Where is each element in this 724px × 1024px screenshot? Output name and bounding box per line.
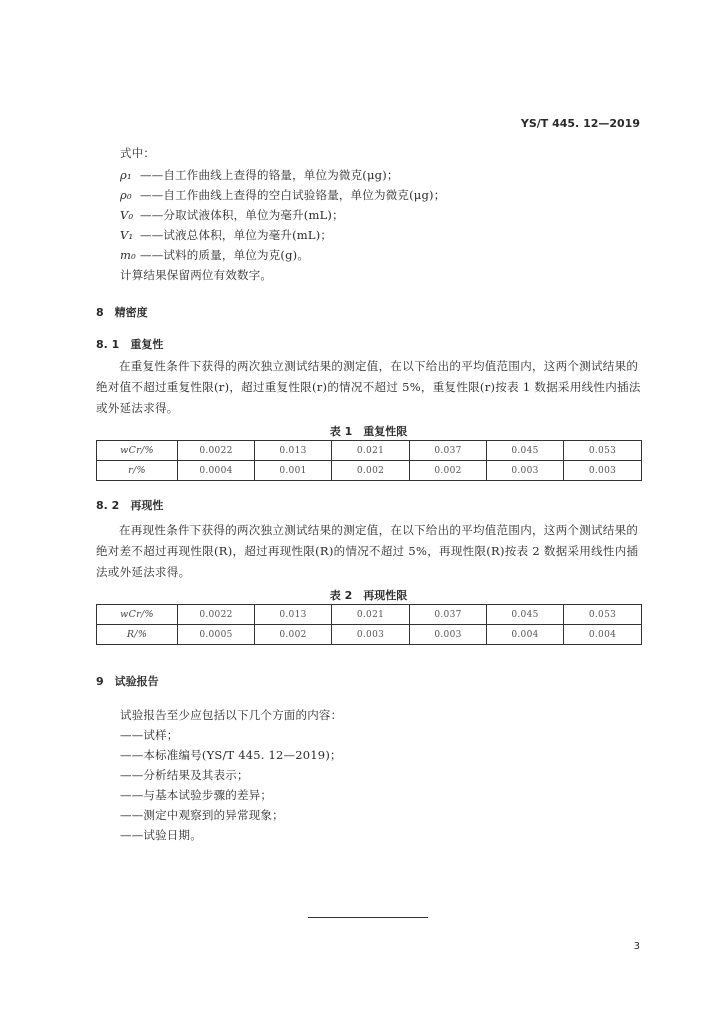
table-cell: 0.003	[487, 461, 564, 481]
row-label: R/%	[97, 625, 178, 645]
table-row	[97, 441, 642, 461]
table-cell: 0.013	[255, 441, 332, 461]
table-cell: 0.004	[564, 625, 642, 645]
variable-symbol: ρ₁	[120, 168, 132, 182]
variable-symbol: m₀	[120, 248, 136, 262]
variable-line	[120, 207, 344, 223]
table-caption: 表 2 再现性限	[329, 589, 408, 602]
table-cell: 0.0022	[178, 441, 255, 461]
variable-desc: ——试料的质量，单位为克(g)。	[140, 248, 310, 262]
variable-desc: ——分取试液体积，单位为毫升(mL)；	[140, 208, 344, 222]
table-cell: 0.053	[564, 441, 642, 461]
reproducibility-table	[96, 604, 642, 645]
table-cell: 0.003	[332, 625, 410, 645]
row-label: wCr/%	[97, 441, 178, 461]
table-cell: 0.0005	[178, 625, 255, 645]
reproducibility-paragraph: 在再现性条件下获得的两次独立测试结果的测定值，在以下给出的平均值范围内，这两个测试结果的绝对差不超过再现性限(R)，超过再现性限(R)的情况不超过 5%，再现性限(R)按表 2 数据采用线性内插法或外延法求得。	[96, 523, 639, 579]
table-cell: 0.0004	[178, 461, 255, 481]
table-cell: 0.045	[487, 605, 564, 625]
variable-line	[120, 167, 399, 183]
standard-number: YS/T 445. 12—2019	[520, 117, 640, 130]
table-cell: 0.053	[564, 605, 642, 625]
calculation-note: 计算结果保留两位有效数字。	[120, 268, 273, 282]
subsection-heading: 8. 2 再现性	[96, 499, 164, 512]
variable-desc: ——自工作曲线上查得的空白试验铬量，单位为微克(μg)；	[140, 188, 446, 202]
report-item: ——测定中观察到的异常现象；	[120, 808, 284, 822]
section-heading: 9 试验报告	[96, 675, 159, 688]
repeatability-table	[96, 440, 642, 481]
variable-desc: ——自工作曲线上查得的铬量，单位为微克(μg)；	[140, 168, 399, 182]
table-cell: 0.002	[255, 625, 332, 645]
section-heading: 8 精密度	[96, 306, 148, 319]
row-label: r/%	[97, 461, 178, 481]
repeatability-paragraph: 在重复性条件下获得的两次独立测试结果的测定值，在以下给出的平均值范围内，这两个测试结果的绝对值不超过重复性限(r)，超过重复性限(r)的情况不超过 5%，重复性限(r)按表 1 数据采用线性内插法或外延法求得。	[96, 359, 641, 415]
table-cell: 0.045	[487, 441, 564, 461]
report-item: ——试验日期。	[120, 828, 202, 842]
subsection-heading: 8. 1 重复性	[96, 338, 164, 351]
variable-symbol: ρ₀	[120, 188, 132, 202]
variable-line	[120, 187, 445, 203]
page-number: 3	[633, 941, 640, 952]
table-cell: 0.001	[255, 461, 332, 481]
report-item: ——本标准编号(YS/T 445. 12—2019)；	[120, 748, 342, 762]
table-cell: 0.021	[332, 605, 410, 625]
variable-line	[120, 227, 332, 243]
report-intro: 试验报告至少应包括以下几个方面的内容：	[120, 708, 343, 722]
table-cell: 0.004	[487, 625, 564, 645]
end-rule	[308, 917, 428, 918]
report-item: ——与基本试验步骤的差异；	[120, 788, 273, 802]
table-caption: 表 1 重复性限	[329, 425, 408, 438]
variable-desc: ——试液总体积，单位为毫升(mL)；	[140, 228, 333, 242]
table-cell: 0.003	[564, 461, 642, 481]
table-cell: 0.002	[410, 461, 487, 481]
variables-intro: 式中：	[120, 146, 156, 160]
variable-line	[120, 247, 309, 263]
table-row	[97, 625, 642, 645]
table-cell: 0.0022	[178, 605, 255, 625]
report-item: ——试样；	[120, 728, 179, 742]
variable-symbol: V₀	[120, 208, 134, 222]
row-label: wCr/%	[97, 605, 178, 625]
variable-symbol: V₁	[120, 228, 134, 242]
table-cell: 0.003	[410, 625, 487, 645]
table-cell: 0.037	[410, 441, 487, 461]
table-row	[97, 461, 642, 481]
table-cell: 0.002	[332, 461, 410, 481]
table-row	[97, 605, 642, 625]
table-cell: 0.021	[332, 441, 410, 461]
table-cell: 0.037	[410, 605, 487, 625]
report-item: ——分析结果及其表示；	[120, 768, 249, 782]
table-cell: 0.013	[255, 605, 332, 625]
